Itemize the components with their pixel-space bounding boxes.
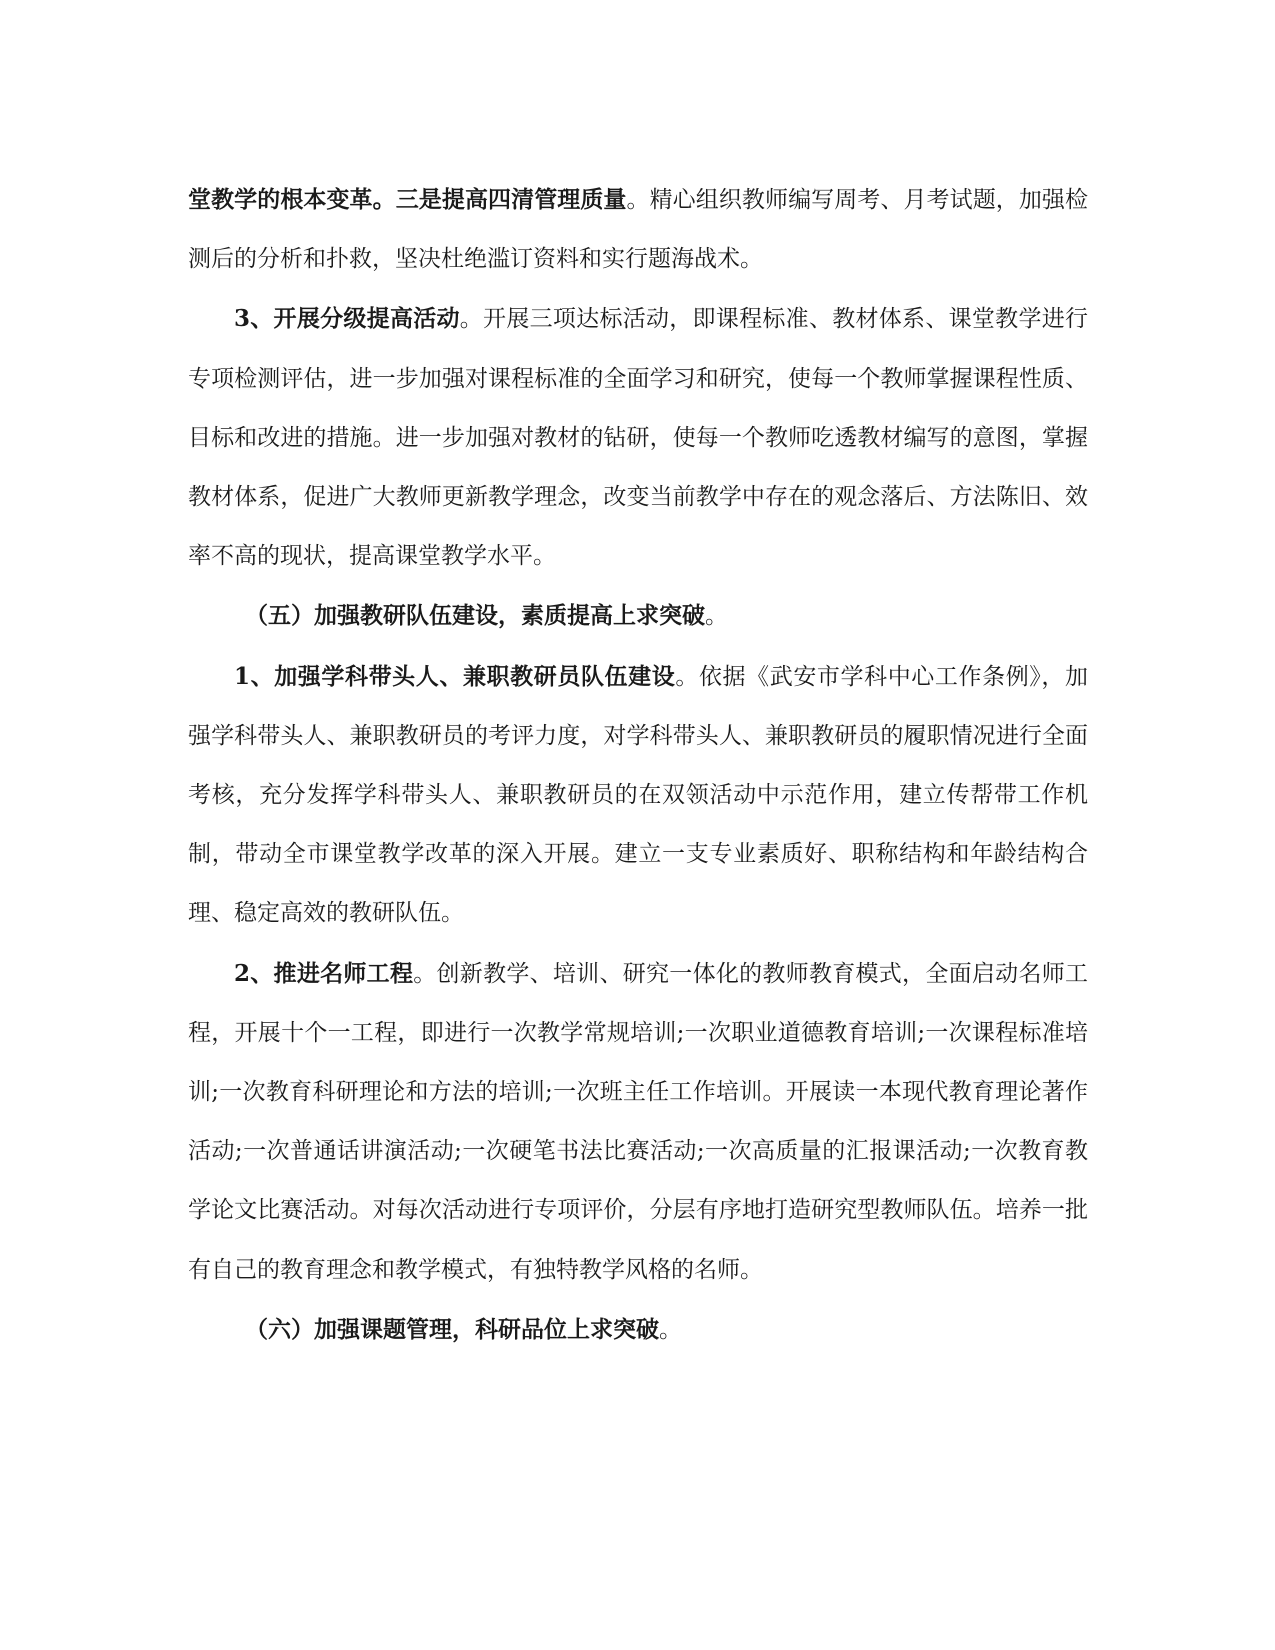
paragraph-text: 。创新教学、培训、研究一体化的教师教育模式，全面启动名师工程，开展十个一工程，即进行一次教学常规培训;一次职业道德教育培训;一次课程标准培训;一次教育科研理论和方法的培训;一次班主任工作培训。开展读一本现代教育理论著作活动;一次普通话讲演活动;一次硬笔书法比赛活动;一次高质量的汇报课活动;一次教育教学论文比赛活动。对每次活动进行专项评价，分层有序地打造研究型教师队伍。培养一批有自己的教育理念和教学模式，有独特教学风格的名师。 — [188, 960, 1088, 1283]
paragraph-classroom-reform — [188, 170, 1088, 289]
heading-punct: 。 — [705, 603, 728, 630]
section-heading-five — [188, 586, 1088, 646]
paragraph-famous-teacher — [188, 944, 1088, 1300]
section-heading-six — [188, 1300, 1088, 1360]
paragraph-text: 。开展三项达标活动，即课程标准、教材体系、课堂教学进行专项检测评估，进一步加强对课程标准的全面学习和研究，使每一个教师掌握课程性质、目标和改进的措施。进一步加强对教材的钻研，使每一个教师吃透教材编写的意图，掌握教材体系，促进广大教师更新教学理念，改变当前教学中存在的观念落后、方法陈旧、效率不高的现状，提高课堂教学水平。 — [188, 306, 1088, 570]
paragraph-graded-activity — [188, 289, 1088, 586]
heading-punct: 。 — [659, 1316, 682, 1343]
bold-phrase: 三是提高四清管理质量 — [395, 186, 627, 213]
bold-phrase: 堂教学的根本变革。 — [188, 186, 396, 213]
bold-phrase: 1、加强学科带头人、兼职教研员队伍建设 — [234, 662, 676, 690]
heading-text: （六）加强课题管理，科研品位上求突破 — [245, 1315, 659, 1343]
bold-phrase: 3、开展分级提高活动 — [234, 305, 460, 333]
paragraph-text: 。精心组织教师编写周考、月考试题，加强检测后的分析和扑救，坚决杜绝滥订资料和实行题海战术。 — [188, 187, 1089, 273]
document-body — [188, 170, 1088, 1360]
paragraph-text: 。依据《武安市学科中心工作条例》，加强学科带头人、兼职教研员的考评力度，对学科带头人、兼职教研员的履职情况进行全面考核，充分发挥学科带头人、兼职教研员的在双领活动中示范作用，建立传帮带工作机制，带动全市课堂教学改革的深入开展。建立一支专业素质好、职称结构和年龄结构合理、稳定高效的教研队伍。 — [188, 663, 1088, 927]
paragraph-team-building — [188, 647, 1088, 944]
bold-phrase: 2、推进名师工程 — [234, 959, 414, 987]
heading-text: （五）加强教研队伍建设，素质提高上求突破 — [245, 602, 705, 630]
